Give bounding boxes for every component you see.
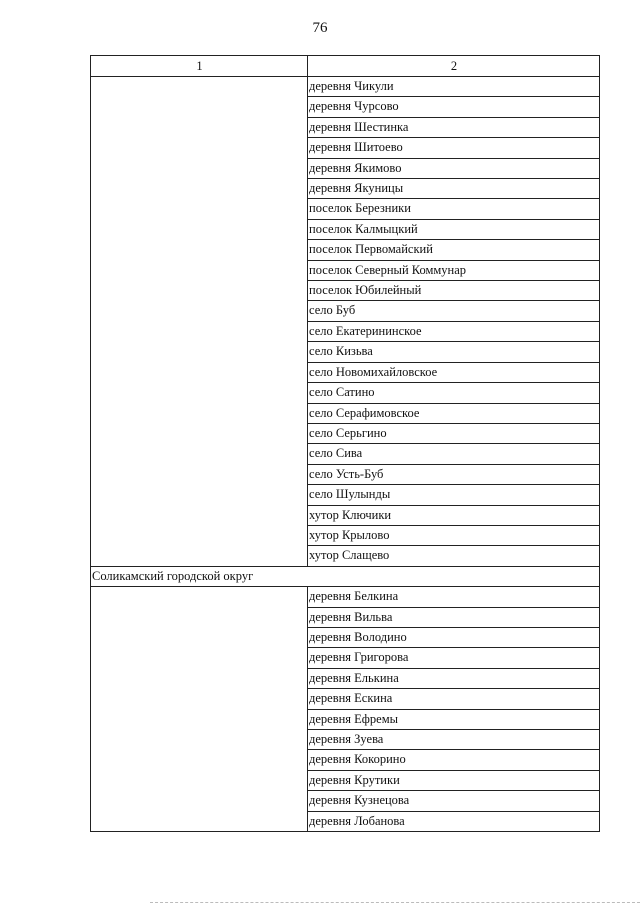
settlement-cell: поселок Юбилейный [308, 281, 600, 301]
settlement-cell: село Новомихайловское [308, 362, 600, 382]
settlement-cell: деревня Лобанова [308, 811, 600, 831]
table-body [91, 77, 600, 832]
settlement-cell: деревня Белкина [308, 587, 600, 607]
settlement-cell: село Буб [308, 301, 600, 321]
page-number: 76 [312, 20, 328, 36]
settlement-cell: хутор Слащево [308, 546, 600, 566]
settlement-cell: деревня Якуницы [308, 179, 600, 199]
settlement-cell: село Сатино [308, 383, 600, 403]
settlement-cell: деревня Елькина [308, 668, 600, 688]
settlement-cell: деревня Кузнецова [308, 791, 600, 811]
settlements-table [90, 55, 600, 832]
settlement-cell: село Кизьва [308, 342, 600, 362]
settlement-cell: поселок Березники [308, 199, 600, 219]
table-row [91, 77, 600, 97]
settlement-cell: село Екатерининское [308, 321, 600, 341]
settlement-cell: деревня Володино [308, 627, 600, 647]
settlement-cell: хутор Крылово [308, 525, 600, 545]
settlement-cell: деревня Якимово [308, 158, 600, 178]
group-row [91, 566, 600, 586]
table-row [91, 587, 600, 607]
settlement-cell: деревня Чикули [308, 77, 600, 97]
settlement-cell: село Серафимовское [308, 403, 600, 423]
settlement-cell: поселок Калмыцкий [308, 219, 600, 239]
settlement-cell: деревня Чурсово [308, 97, 600, 117]
settlement-cell: деревня Кокорино [308, 750, 600, 770]
settlement-cell: село Усть-Буб [308, 464, 600, 484]
settlement-cell: деревня Шитоево [308, 138, 600, 158]
settlement-cell: поселок Северный Коммунар [308, 260, 600, 280]
settlement-cell: деревня Зуева [308, 730, 600, 750]
settlement-cell: деревня Крутики [308, 770, 600, 790]
empty-region-cell [91, 587, 308, 832]
settlement-cell: деревня Ефремы [308, 709, 600, 729]
settlement-cell: деревня Шестинка [308, 117, 600, 137]
empty-region-cell [91, 77, 308, 567]
settlement-cell: деревня Вильва [308, 607, 600, 627]
settlement-cell: деревня Ескина [308, 689, 600, 709]
settlement-cell: поселок Первомайский [308, 240, 600, 260]
column-header-1: 1 [91, 56, 308, 77]
settlement-cell: село Сива [308, 444, 600, 464]
settlement-cell: деревня Григорова [308, 648, 600, 668]
settlement-cell: хутор Ключики [308, 505, 600, 525]
settlement-cell: село Шулынды [308, 485, 600, 505]
group-title-cell: Соликамский городской округ [91, 566, 600, 586]
scan-edge-line [150, 902, 640, 903]
settlement-cell: село Серьгино [308, 423, 600, 443]
header-row [91, 56, 600, 77]
column-header-2: 2 [308, 56, 600, 77]
